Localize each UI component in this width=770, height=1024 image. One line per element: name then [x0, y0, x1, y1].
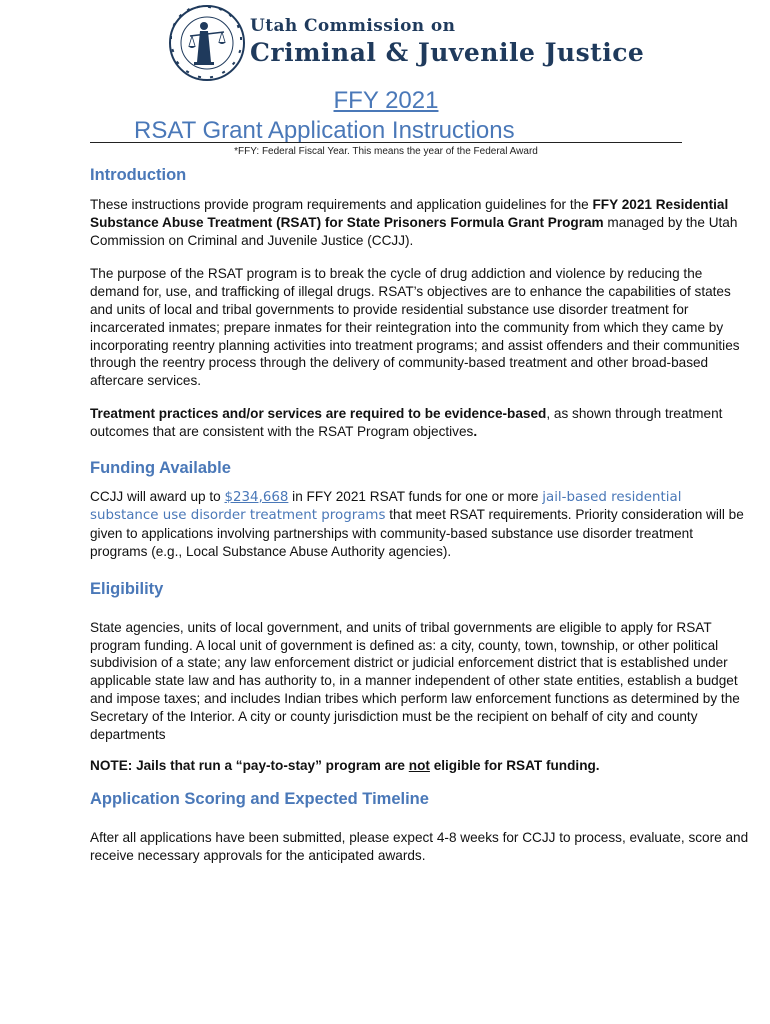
funding-text-1: CCJJ will award up to: [90, 488, 225, 504]
eligibility-heading: Eligibility: [90, 579, 164, 598]
justice-scales-seal-icon: [168, 4, 246, 82]
funding-text-3: that meet RSAT requirements. Priority consideration will be given to applications involving partnerships with community-based substance use disorder treatment programs (e.g., Local Substance Abuse Authority agencies).: [90, 507, 744, 559]
document-body: [90, 164, 754, 865]
funding-amount-link[interactable]: $234,668: [224, 489, 289, 505]
introduction-paragraph-1: [90, 196, 754, 249]
organization-name-line1: Utah Commission on: [250, 16, 456, 36]
ffy-footnote: *FFY: Federal Fiscal Year. This means the year of the Federal Award: [234, 146, 538, 157]
eligibility-paragraph: State agencies, units of local government, and units of tribal governments are eligible to apply for RSAT program funding. A local unit of government is defined as: a city, county, town, township, or other political subdivision of a state; any law enforcement district or judicial enforcement district that is established under applicable state law and has authority to, in a manner independent of other state entities, establish a budget and impose taxes; and includes Indian tribes which perform law enforcement functions as determined by the Secretary of the Interior. A city or county jurisdiction must be the recipient on behalf of city and county departments: [90, 619, 740, 742]
funding-paragraph: [90, 488, 754, 561]
title-underline-rule: [90, 142, 682, 143]
intro-text-start: These instructions provide program requirements and application guidelines for the: [90, 197, 593, 212]
document-title: RSAT Grant Application Instructions: [134, 117, 515, 144]
introduction-heading: Introduction: [90, 166, 187, 184]
scoring-timeline-heading: Application Scoring and Expected Timeline: [90, 790, 429, 809]
evidence-based-period: .: [473, 423, 478, 439]
jail-based-programs-link[interactable]: jail-based residential substance use disorder treatment programs: [90, 489, 682, 524]
document-title-year: FFY 2021: [333, 87, 439, 114]
eligibility-note: [90, 757, 754, 775]
page-header: [168, 4, 648, 84]
organization-name: [250, 16, 644, 67]
note-not-emphasis: not: [408, 758, 430, 774]
intro-program-name: FFY 2021 Residential Substance Abuse Treatment (RSAT) for State Prisoners Formula Grant Program: [90, 197, 729, 230]
organization-name-line2: Criminal & Juvenile Justice: [250, 38, 645, 67]
intro-text-end: managed by the Utah Commission on Criminal and Juvenile Justice (CCJJ).: [90, 214, 738, 248]
introduction-paragraph-3: [90, 405, 754, 441]
note-text-end: eligible for RSAT funding.: [429, 758, 600, 774]
funding-heading: Funding Available: [90, 458, 231, 477]
evidence-based-text: , as shown through treatment outcomes that are consistent with the RSAT Program objectives: [90, 405, 723, 439]
scoring-timeline-paragraph: After all applications have been submitted, please expect 4-8 weeks for CCJJ to process, evaluate, score and receive necessary approvals for the anticipated awards.: [90, 830, 749, 863]
introduction-paragraph-2: The purpose of the RSAT program is to break the cycle of drug addiction and violence by reducing the demand for, use, and trafficking of illegal drugs. RSAT’s objectives are to enhance the capabilities of states and units of local and tribal governments to provide residential substance use disorder treatment for incarcerated inmates; prepare inmates for their reintegration into the community from which they came by incorporating reentry planning activities into treatment programs; and assist offenders and their communities through the reentry process through the delivery of community-based treatment and other broad-based aftercare services.: [90, 266, 740, 389]
document-title-block: [90, 86, 682, 157]
funding-text-2: in FFY 2021 RSAT funds for one or more: [288, 488, 543, 504]
evidence-based-requirement: Treatment practices and/or services are required to be evidence-based: [90, 405, 547, 421]
note-text-start: NOTE: Jails that run a “pay-to-stay” program are: [90, 758, 409, 774]
